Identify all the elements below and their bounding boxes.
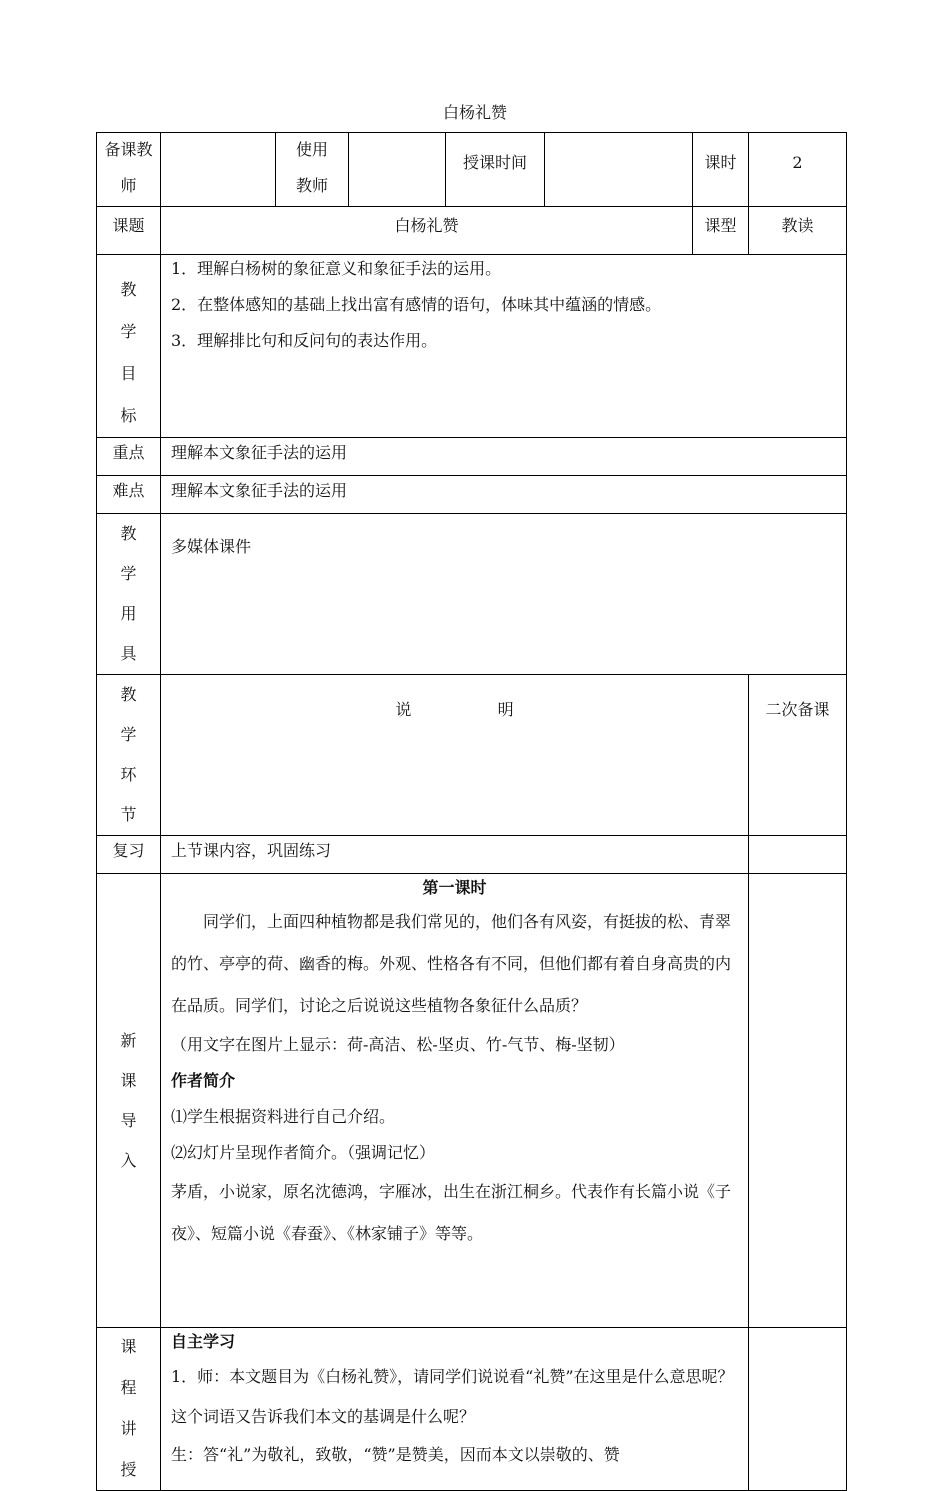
author-step-1: ⑴学生根据资料进行自己介绍。	[171, 1107, 396, 1126]
intro-second-prep	[749, 874, 847, 1328]
difficulty-value: 理解本文象征手法的运用	[161, 476, 847, 514]
lesson-type-value: 教读	[749, 207, 847, 255]
intro-paragraph: 同学们，上面四种植物都是我们常见的，他们各有风姿，有挺拔的松、青翠的竹、亭亭的荷、幽香的梅。外观、性格各有不同，但他们都有着自身高贵的内在品质。同学们，讨论之后说说这些植物各象征什么品质？	[171, 912, 732, 1015]
lesson-plan-table	[96, 132, 847, 1491]
prep-teacher-label: 备课教师	[97, 133, 161, 207]
author-heading: 作者简介	[171, 1071, 236, 1090]
objective-item: 2．在整体感知的基础上找出富有感情的语句，体味其中蕴涵的情感。	[171, 295, 662, 314]
course-heading: 自主学习	[171, 1332, 236, 1351]
course-label: 课 程 讲 授	[97, 1328, 161, 1491]
prep-teacher-value	[161, 133, 276, 207]
objectives-list	[161, 255, 847, 438]
key-point-label: 重点	[97, 438, 161, 476]
course-content	[161, 1328, 749, 1491]
difficulty-label: 难点	[97, 476, 161, 514]
tools-label: 教学用具	[97, 514, 161, 675]
steps-label: 教学环节	[97, 675, 161, 836]
objective-item: 3．理解排比句和反问句的表达作用。	[171, 331, 438, 350]
objective-item: 1．理解白杨树的象征意义和象征手法的运用。	[171, 259, 502, 278]
class-time-label: 授课时间	[446, 133, 545, 207]
author-step-2: ⑵幻灯片呈现作者简介。（强调记忆）	[171, 1143, 436, 1162]
description-header-right: 明	[497, 700, 514, 719]
intro-label: 新课导入	[97, 874, 161, 1328]
course-question-1: 1．师：本文题目为《白杨礼赞》，请同学们说说看“礼赞”在这里是什么意思呢？这个词语又告诉我们本文的基调是什么呢？	[171, 1367, 734, 1426]
author-text: 茅盾，小说家，原名沈德鸿，字雁冰，出生在浙江桐乡。代表作有长篇小说《子夜》、短篇小说《春蚕》、《林家铺子》等等。	[171, 1182, 732, 1243]
review-label: 复习	[97, 836, 161, 874]
key-point-value: 理解本文象征手法的运用	[161, 438, 847, 476]
page-title: 白杨礼赞	[442, 103, 507, 122]
description-header	[161, 675, 749, 836]
topic-label: 课题	[97, 207, 161, 255]
hours-value: 2	[749, 133, 847, 207]
review-second-prep	[749, 836, 847, 874]
section-title: 第一课时	[422, 878, 487, 897]
using-teacher-value	[349, 133, 446, 207]
intro-content	[161, 874, 749, 1328]
tools-value: 多媒体课件	[161, 514, 847, 675]
lesson-type-label: 课型	[693, 207, 749, 255]
topic-value: 白杨礼赞	[161, 207, 693, 255]
class-time-value	[545, 133, 693, 207]
using-teacher-label: 使用教师	[276, 133, 349, 207]
course-second-prep	[749, 1328, 847, 1491]
hours-label: 课时	[693, 133, 749, 207]
intro-note: （用文字在图片上显示：荷-高洁、松-坚贞、竹-气节、梅-坚韧）	[171, 1035, 625, 1054]
description-header-left: 说	[395, 700, 412, 719]
review-value: 上节课内容，巩固练习	[161, 836, 749, 874]
course-answer-1: 生：答“礼”为敬礼，致敬，“赞”是赞美，因而本文以崇敬的、赞	[171, 1445, 620, 1464]
objectives-label: 教学目标	[97, 255, 161, 438]
second-prep-header: 二次备课	[749, 675, 847, 836]
